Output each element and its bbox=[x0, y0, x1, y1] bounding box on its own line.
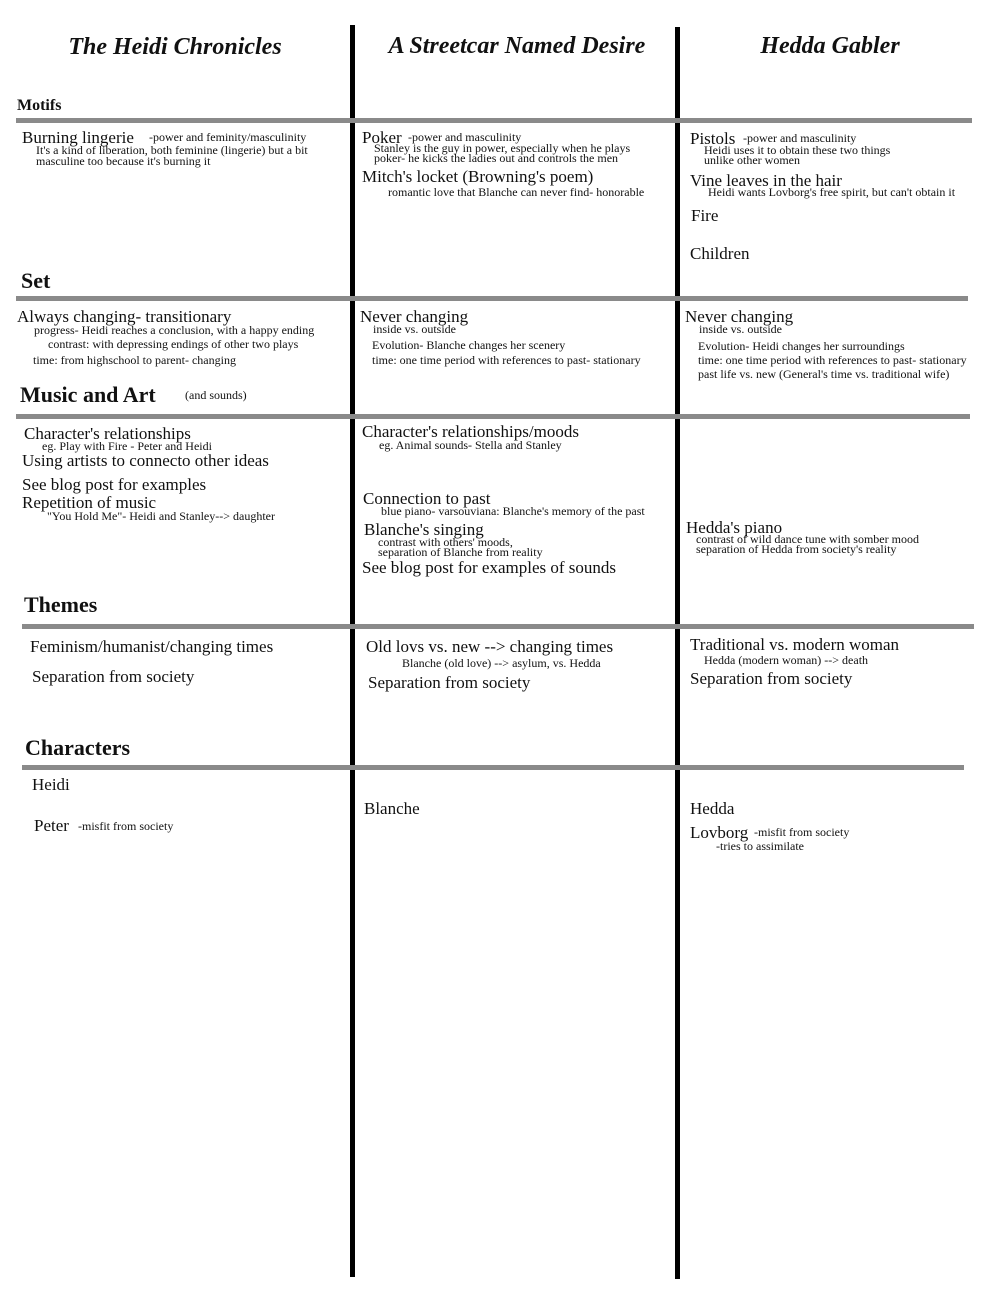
motif-heidi-line1: It's a kind of liberation, both feminine (lingerie) but a bit bbox=[36, 143, 308, 157]
set-streetcar-line2: Evolution- Blanche changes her scenery bbox=[372, 338, 566, 352]
set-streetcar-title: Never changing bbox=[360, 307, 469, 326]
themes-streetcar-t2: Separation from society bbox=[368, 673, 531, 692]
music-streetcar-rel: Character's relationships/moods bbox=[362, 422, 579, 441]
music-heidi-blog: See blog post for examples bbox=[22, 475, 207, 494]
set-heidi-line3: time: from highschool to parent- changing bbox=[33, 353, 236, 367]
music-heidi-rel: Character's relationships bbox=[24, 424, 191, 443]
motif-streetcar-poker-line2: poker- he kicks the ladies out and controls the men bbox=[374, 151, 619, 165]
music-streetcar-past-note: blue piano- varsouviana: Blanche's memory of the past bbox=[381, 504, 645, 518]
music-hedda-piano-line2: separation of Hedda from society's reality bbox=[696, 542, 897, 556]
themes-heidi-t2: Separation from society bbox=[32, 667, 195, 686]
column-divider-right bbox=[675, 27, 680, 1279]
motif-streetcar-locket: Mitch's locket (Browning's poem) bbox=[362, 167, 594, 186]
motif-hedda-pistols-line2: unlike other women bbox=[704, 153, 800, 167]
column-title-hedda: Hedda Gabler bbox=[760, 33, 900, 59]
motif-hedda-pistols-note: -power and masculinity bbox=[743, 131, 857, 145]
section-themes: Themes bbox=[24, 592, 98, 617]
music-streetcar-rel-note: eg. Animal sounds- Stella and Stanley bbox=[379, 438, 562, 452]
column-divider-left bbox=[350, 25, 355, 1277]
music-streetcar-blog: See blog post for examples of sounds bbox=[362, 558, 617, 577]
characters-hedda-c2: Lovborg bbox=[690, 823, 749, 842]
motif-hedda-vine: Vine leaves in the hair bbox=[690, 171, 842, 190]
themes-hedda-t1-note: Hedda (modern woman) --> death bbox=[704, 653, 869, 667]
section-divider-motifs bbox=[16, 118, 972, 123]
characters-streetcar-c1: Blanche bbox=[364, 799, 420, 818]
music-hedda-piano: Hedda's piano bbox=[686, 518, 783, 537]
set-streetcar-line1: inside vs. outside bbox=[373, 322, 456, 336]
characters-hedda-c2-note1: -misfit from society bbox=[754, 825, 850, 839]
section-divider-characters bbox=[22, 765, 964, 770]
music-heidi-rel-note: eg. Play with Fire - Peter and Heidi bbox=[42, 439, 212, 453]
set-streetcar-line3: time: one time period with references to past- stationary bbox=[372, 353, 641, 367]
set-hedda-line3: time: one time period with references to past- stationary bbox=[698, 353, 967, 367]
music-hedda-piano-line1: contrast of wild dance tune with somber mood bbox=[696, 532, 919, 546]
set-heidi-title: Always changing- transitionary bbox=[17, 307, 232, 326]
motif-hedda-vine-note: Heidi wants Lovborg's free spirit, but can't obtain it bbox=[708, 185, 956, 199]
section-music: Music and Art bbox=[20, 382, 156, 407]
section-characters: Characters bbox=[25, 735, 131, 760]
section-motifs: Motifs bbox=[17, 97, 62, 114]
motif-streetcar-locket-note: romantic love that Blanche can never find- honorable bbox=[388, 185, 645, 199]
section-divider-themes bbox=[22, 624, 974, 629]
music-heidi-repetition-note: "You Hold Me"- Heidi and Stanley--> daughter bbox=[47, 509, 275, 523]
music-streetcar-singing-line2: separation of Blanche from reality bbox=[378, 545, 543, 559]
column-title-streetcar: A Streetcar Named Desire bbox=[388, 33, 646, 59]
characters-heidi-c1: Heidi bbox=[32, 775, 70, 794]
set-hedda-line4: past life vs. new (General's time vs. traditional wife) bbox=[698, 367, 950, 381]
set-hedda-line1: inside vs. outside bbox=[699, 322, 782, 336]
motif-hedda-children: Children bbox=[690, 244, 750, 263]
section-divider-music bbox=[16, 414, 970, 419]
characters-heidi-c2: Peter bbox=[34, 816, 69, 835]
column-title-heidi: The Heidi Chronicles bbox=[68, 34, 282, 60]
themes-heidi-t1: Feminism/humanist/changing times bbox=[30, 637, 274, 656]
section-set: Set bbox=[21, 268, 51, 293]
themes-streetcar-t1-note: Blanche (old love) --> asylum, vs. Hedda bbox=[402, 656, 601, 670]
characters-hedda-c1: Hedda bbox=[690, 799, 735, 818]
motif-heidi-title: Burning lingerie bbox=[22, 128, 134, 147]
music-streetcar-singing: Blanche's singing bbox=[364, 520, 484, 539]
set-hedda-line2: Evolution- Heidi changes her surroundings bbox=[698, 339, 905, 353]
section-divider-set bbox=[16, 296, 968, 301]
set-heidi-line1: progress- Heidi reaches a conclusion, with a happy ending bbox=[34, 323, 315, 337]
music-streetcar-singing-line1: contrast with others' moods, bbox=[378, 535, 513, 549]
motif-streetcar-poker-line1: Stanley is the guy in power, especially when he plays bbox=[374, 141, 631, 155]
music-streetcar-past: Connection to past bbox=[363, 489, 491, 508]
motif-streetcar-poker: Poker bbox=[362, 128, 402, 147]
set-hedda-title: Never changing bbox=[685, 307, 794, 326]
motif-hedda-pistols: Pistols bbox=[690, 129, 736, 148]
section-music-note: (and sounds) bbox=[185, 388, 247, 402]
themes-streetcar-t1: Old lovs vs. new --> changing times bbox=[366, 637, 614, 656]
motif-streetcar-poker-note: -power and masculinity bbox=[408, 130, 522, 144]
music-heidi-repetition: Repetition of music bbox=[22, 493, 157, 512]
motif-hedda-fire: Fire bbox=[691, 206, 719, 225]
characters-heidi-c2-note: -misfit from society bbox=[78, 819, 174, 833]
themes-hedda-t2: Separation from society bbox=[690, 669, 853, 688]
music-heidi-artists: Using artists to connecto other ideas bbox=[22, 451, 269, 470]
motif-hedda-pistols-line1: Heidi uses it to obtain these two things bbox=[704, 143, 891, 157]
characters-hedda-c2-note2: -tries to assimilate bbox=[716, 839, 804, 853]
motif-heidi-line2: masculine too because it's burning it bbox=[36, 154, 211, 168]
set-heidi-line2: contrast: with depressing endings of other two plays bbox=[48, 337, 299, 351]
themes-hedda-t1: Traditional vs. modern woman bbox=[690, 635, 900, 654]
motif-heidi-note: -power and feminity/masculinity bbox=[149, 130, 307, 144]
